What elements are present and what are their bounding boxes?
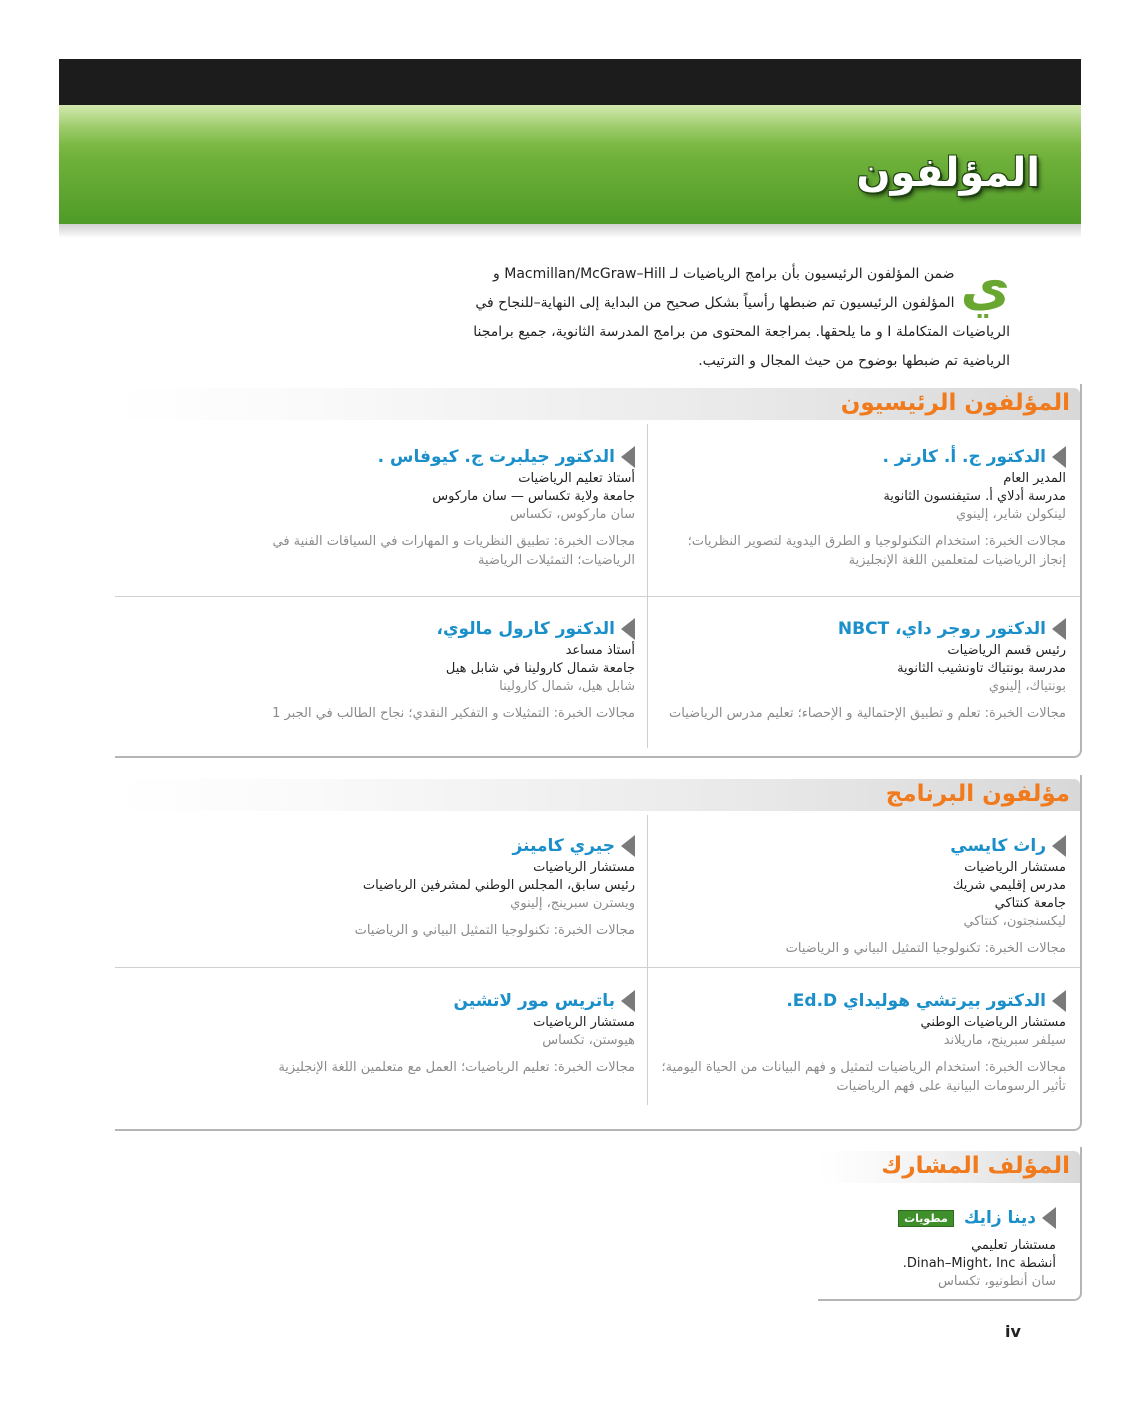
program-authors-section [115,775,1082,1131]
arrow-icon [621,990,635,1012]
author-name: الدكتور بيرتشي هوليداي Ed.D. [786,991,1046,1011]
author-name: الدكتور ج. أ. كارتر . [882,447,1046,467]
section-heading: مؤلفون البرنامج [885,781,1070,807]
author-name: الدكتور كارول مالوي، [436,619,615,639]
arrow-icon [1052,618,1066,640]
intro-line: ضمن المؤلفون الرئيسيون بأن برامج الرياضيات لـ Macmillan/McGraw–Hill و [493,266,955,282]
arrow-icon [621,446,635,468]
author-card [255,616,635,723]
author-institution: جامعة كنتاكي [994,896,1066,911]
author-card [255,444,635,570]
author-expertise: مجالات الخبرة: تعليم الرياضيات؛ العمل مع متعلمين اللغة الإنجليزية [278,1060,635,1075]
intro-line: الرياضية تم ضبطها بوضوح من حيث المجال و الترتيب. [698,353,1010,369]
arrow-icon [621,618,635,640]
author-title: مستشار تعليمي [971,1238,1056,1253]
lead-authors-section [115,384,1082,758]
author-title: مدرس إقليمي شريك [952,878,1066,893]
author-name: باتريس مور لاتشين [453,991,615,1011]
author-card [661,988,1066,1096]
arrow-icon [1052,990,1066,1012]
author-location: ويسترن سبرينج، إلينوي [510,896,635,911]
author-title: مستشار الرياضيات [964,860,1066,875]
author-title: رئيس قسم الرياضيات [947,643,1066,658]
intro-paragraph [420,255,1010,376]
section-heading: المؤلفون الرئيسيون [840,390,1070,416]
author-location: سان ماركوس، تكساس [509,507,635,522]
author-location: هيوستن، تكساس [542,1033,635,1048]
author-expertise: مجالات الخبرة: تطبيق النظريات و المهارات في السياقات الفنية في الرياضيات؛ التمثيلات الرياضية [272,534,635,568]
author-card [661,833,1066,958]
author-expertise: مجالات الخبرة: استخدام التكنولوجيا و الطرق اليدوية لتصوير النظريات؛ إنجاز الرياضيات لمتعلمين اللغة الإنجليزية [687,534,1066,568]
author-title: مستشار الرياضيات [533,1015,635,1030]
drop-cap: ي [960,255,1010,318]
author-name: راث كايسي [950,836,1046,856]
author-title: المدير العام [1003,471,1066,486]
author-name: الدكتور جيلبرت ج. كيوفاس . [377,447,615,467]
author-institution: أنشطة Dinah–Might، Inc. [902,1256,1056,1271]
author-card [661,616,1066,723]
author-expertise: مجالات الخبرة: استخدام الرياضيات لتمثيل و فهم البيانات من الحياة اليومية؛ تأثير الرسومات البيانية على فهم الرياضيات [661,1060,1066,1094]
arrow-icon [1042,1207,1056,1229]
arrow-icon [1052,835,1066,857]
author-institution: رئيس سابق، المجلس الوطني لمشرفين الرياضيات [362,878,635,893]
author-card [826,1205,1056,1291]
author-institution: جامعة ولاية تكساس — سان ماركوس [432,489,635,504]
author-location: بونتياك، إلينوي [988,679,1066,694]
page-number: iv [1005,1322,1021,1341]
author-expertise: مجالات الخبرة: تكنولوجيا التمثيل البياني و الرياضيات [785,941,1066,956]
author-expertise: مجالات الخبرة: تكنولوجيا التمثيل البياني و الرياضيات [354,923,635,938]
author-title: أستاذ تعليم الرياضيات [518,471,635,486]
author-title: أستاذ مساعد [565,643,635,658]
arrow-icon [621,835,635,857]
intro-line: الرياضيات المتكاملة I و ما يلحقها. بمراجعة المحتوى من برامج المدرسة الثانوية، جميع برامجنا [473,324,1010,340]
page-title: المؤلفون [856,150,1040,196]
author-expertise: مجالات الخبرة: تعلم و تطبيق الإحتمالية و الإحصاء؛ تعليم مدرس الرياضيات [669,706,1066,721]
author-location: شابل هيل، شمال كارولينا [499,679,635,694]
contributing-author-section [818,1147,1082,1301]
author-institution: مدرسة بونتياك تاونشيب الثانوية [897,661,1066,676]
section-heading: المؤلف المشارك [881,1153,1070,1179]
author-location: سان أنطونيو، تكساس [938,1274,1056,1289]
author-card [255,988,635,1077]
author-location: ليكسنجتون، كنتاكي [963,914,1066,929]
author-name: الدكتور روجر داي، NBCT [837,619,1046,639]
author-expertise: مجالات الخبرة: التمثيلات و التفكير النقدي؛ نجاح الطالب في الجبر 1 [272,706,635,721]
author-institution: مدرسة أدلاي أ. ستيفنسون الثانوية [883,489,1066,504]
author-location: لينكولن شاير، إلينوي [956,507,1066,522]
author-location: سيلفر سبرينج، ماريلاند [943,1033,1066,1048]
author-title: مستشار الرياضيات الوطني [920,1015,1066,1030]
author-institution: جامعة شمال كارولينا في شابل هيل [445,661,635,676]
author-name: جيري كامينز [512,836,615,856]
author-card [255,833,635,940]
author-name: دينا زايك [963,1208,1036,1228]
top-black-bar [59,59,1081,105]
intro-line: المؤلفون الرئيسيون تم ضبطها رأسياً بشكل صحيح من البداية إلى النهاية–للنجاح في [475,295,955,311]
arrow-icon [1052,446,1066,468]
author-card [661,444,1066,570]
author-title: مستشار الرياضيات [533,860,635,875]
foldables-badge: مطويات [898,1210,954,1227]
